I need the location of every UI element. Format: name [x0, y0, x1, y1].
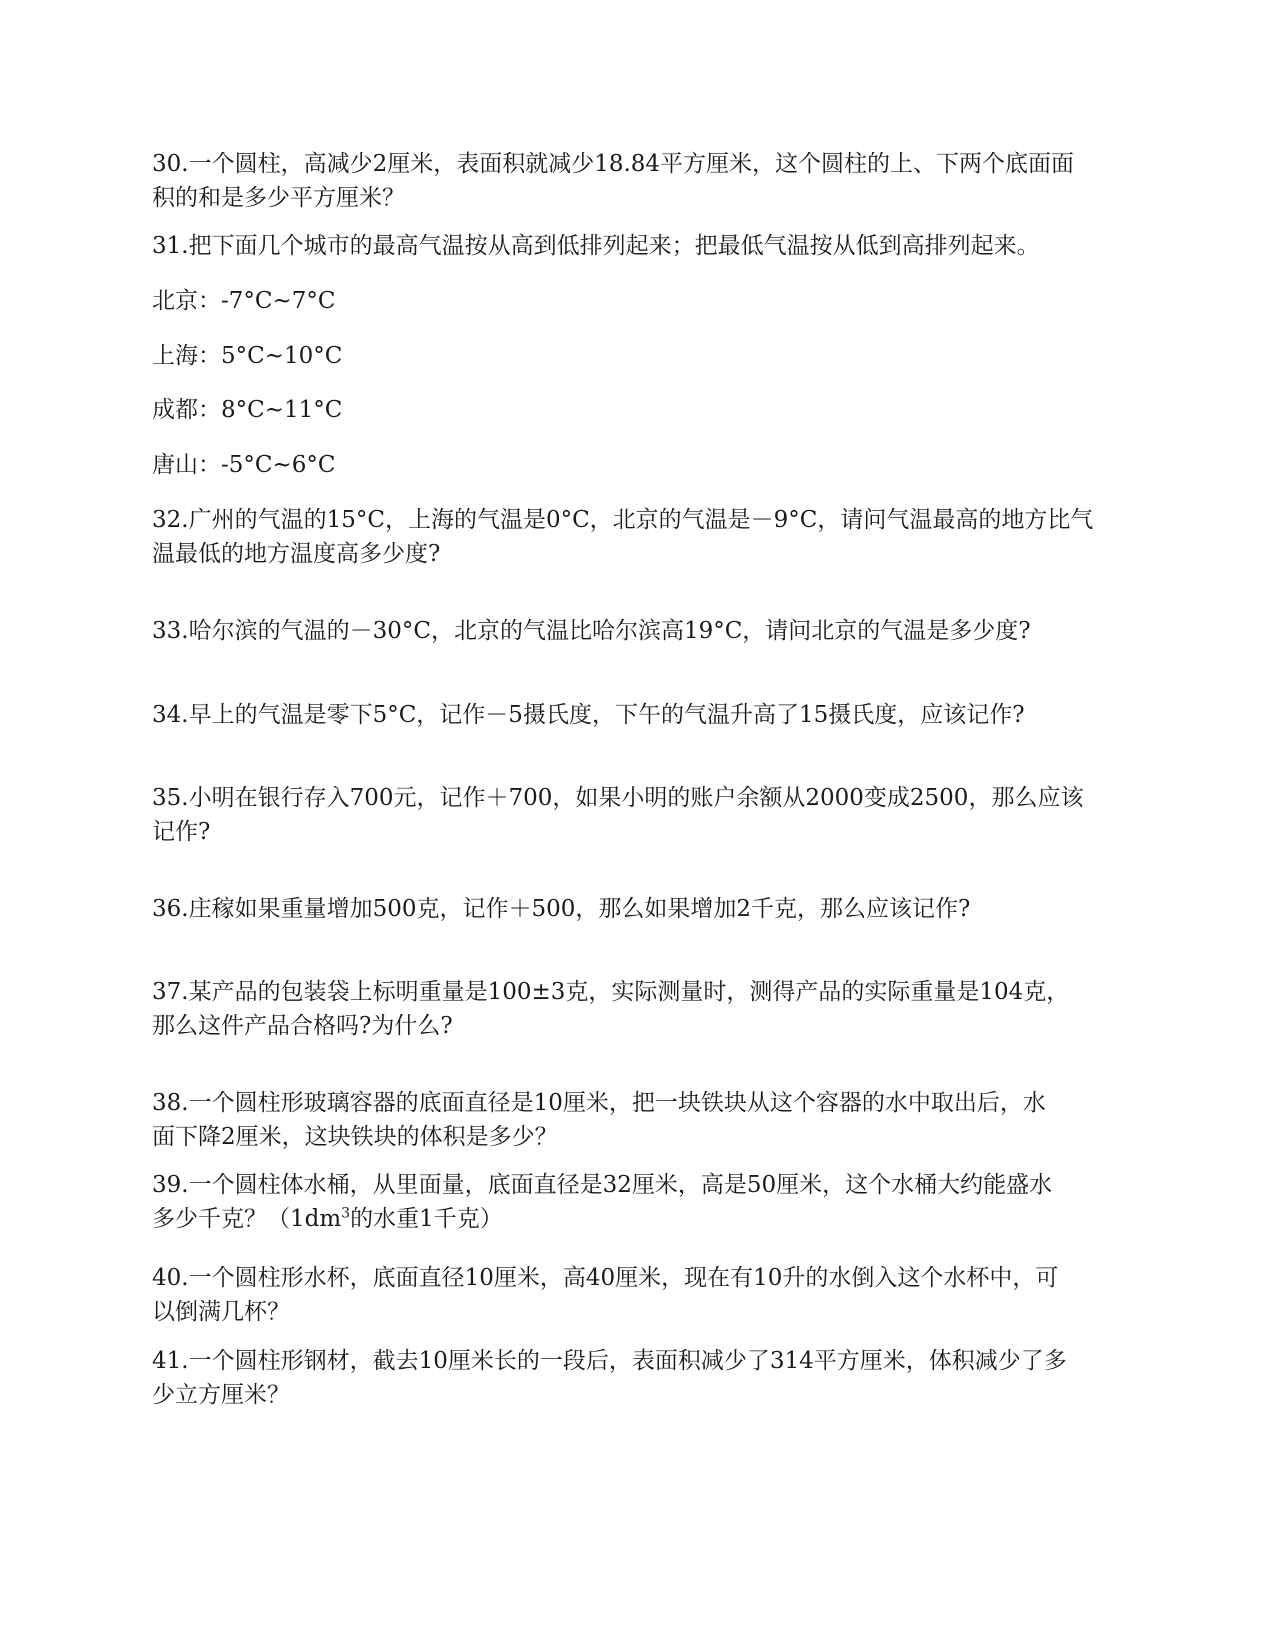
question-41	[152, 1344, 1132, 1412]
city-shanghai-text: 上海：5°C~10°C	[152, 343, 343, 369]
question-37-line-2: 那么这件产品合格吗?为什么?	[152, 1013, 453, 1039]
question-33	[152, 614, 1132, 648]
question-37	[152, 975, 1132, 1043]
city-beijing	[152, 284, 1132, 318]
question-32-line-2: 温最低的地方温度高多少度?	[152, 541, 441, 567]
city-chengdu-text: 成都：8°C~11°C	[152, 397, 343, 423]
question-30-line-2: 积的和是多少平方厘米？	[152, 185, 405, 211]
question-40-line-2: 以倒满几杯？	[152, 1299, 290, 1325]
city-tangshan-text: 唐山：-5°C~6°C	[152, 452, 336, 478]
question-41-line-2: 少立方厘米？	[152, 1382, 290, 1408]
question-38-line-2: 面下降2厘米，这块铁块的体积是多少？	[152, 1124, 558, 1150]
question-35	[152, 781, 1132, 849]
question-33-line-1: 33.哈尔滨的气温的－30°C，北京的气温比哈尔滨高19°C，请问北京的气温是多少度?	[152, 618, 1031, 644]
question-32	[152, 503, 1132, 571]
city-shanghai	[152, 339, 1132, 373]
question-39-line-1: 39.一个圆柱体水桶，从里面量，底面直径是32厘米，高是50厘米，这个水桶大约能盛水	[152, 1172, 1053, 1198]
question-40-line-1: 40.一个圆柱形水杯，底面直径10厘米，高40厘米，现在有10升的水倒入这个水杯中，可	[152, 1265, 1059, 1291]
question-40	[152, 1261, 1132, 1329]
question-41-line-1: 41.一个圆柱形钢材，截去10厘米长的一段后，表面积减少了314平方厘米，体积减少了多	[152, 1348, 1067, 1374]
question-36	[152, 892, 1132, 926]
question-38	[152, 1086, 1132, 1154]
city-chengdu	[152, 393, 1132, 427]
superscript-3: 3	[341, 1205, 351, 1222]
question-39	[152, 1168, 1132, 1236]
question-31	[152, 229, 1132, 263]
question-38-line-1: 38.一个圆柱形玻璃容器的底面直径是10厘米，把一块铁块从这个容器的水中取出后，水	[152, 1090, 1046, 1116]
question-34	[152, 698, 1132, 732]
question-37-line-1: 37.某产品的包装袋上标明重量是100±3克，实际测量时，测得产品的实际重量是104克，	[152, 979, 1070, 1005]
question-35-line-1: 35.小明在银行存入700元，记作＋700，如果小明的账户余额从2000变成2500，那么应该	[152, 785, 1084, 811]
question-35-line-2: 记作?	[152, 819, 211, 845]
question-30	[152, 147, 1132, 215]
city-beijing-text: 北京：-7°C~7°C	[152, 288, 336, 314]
question-32-line-1: 32.广州的气温的15°C，上海的气温是0°C，北京的气温是－9°C，请问气温最高的地方比气	[152, 507, 1094, 533]
question-36-line-1: 36.庄稼如果重量增加500克，记作＋500，那么如果增加2千克，那么应该记作?	[152, 896, 971, 922]
question-39-line-2-a: 多少千克？（1dm	[152, 1206, 342, 1232]
city-tangshan	[152, 448, 1132, 482]
question-34-line-1: 34.早上的气温是零下5°C，记作－5摄氏度，下午的气温升高了15摄氏度，应该记作?	[152, 702, 1025, 728]
question-39-line-2	[152, 1202, 1132, 1236]
question-31-line-1: 31.把下面几个城市的最高气温按从高到低排列起来；把最低气温按从低到高排列起来。	[152, 233, 1040, 259]
question-39-line-2-b: 的水重1千克）	[350, 1206, 503, 1232]
question-30-line-1: 30.一个圆柱，高减少2厘米，表面积就减少18.84平方厘米，这个圆柱的上、下两个底面面	[152, 151, 1075, 177]
